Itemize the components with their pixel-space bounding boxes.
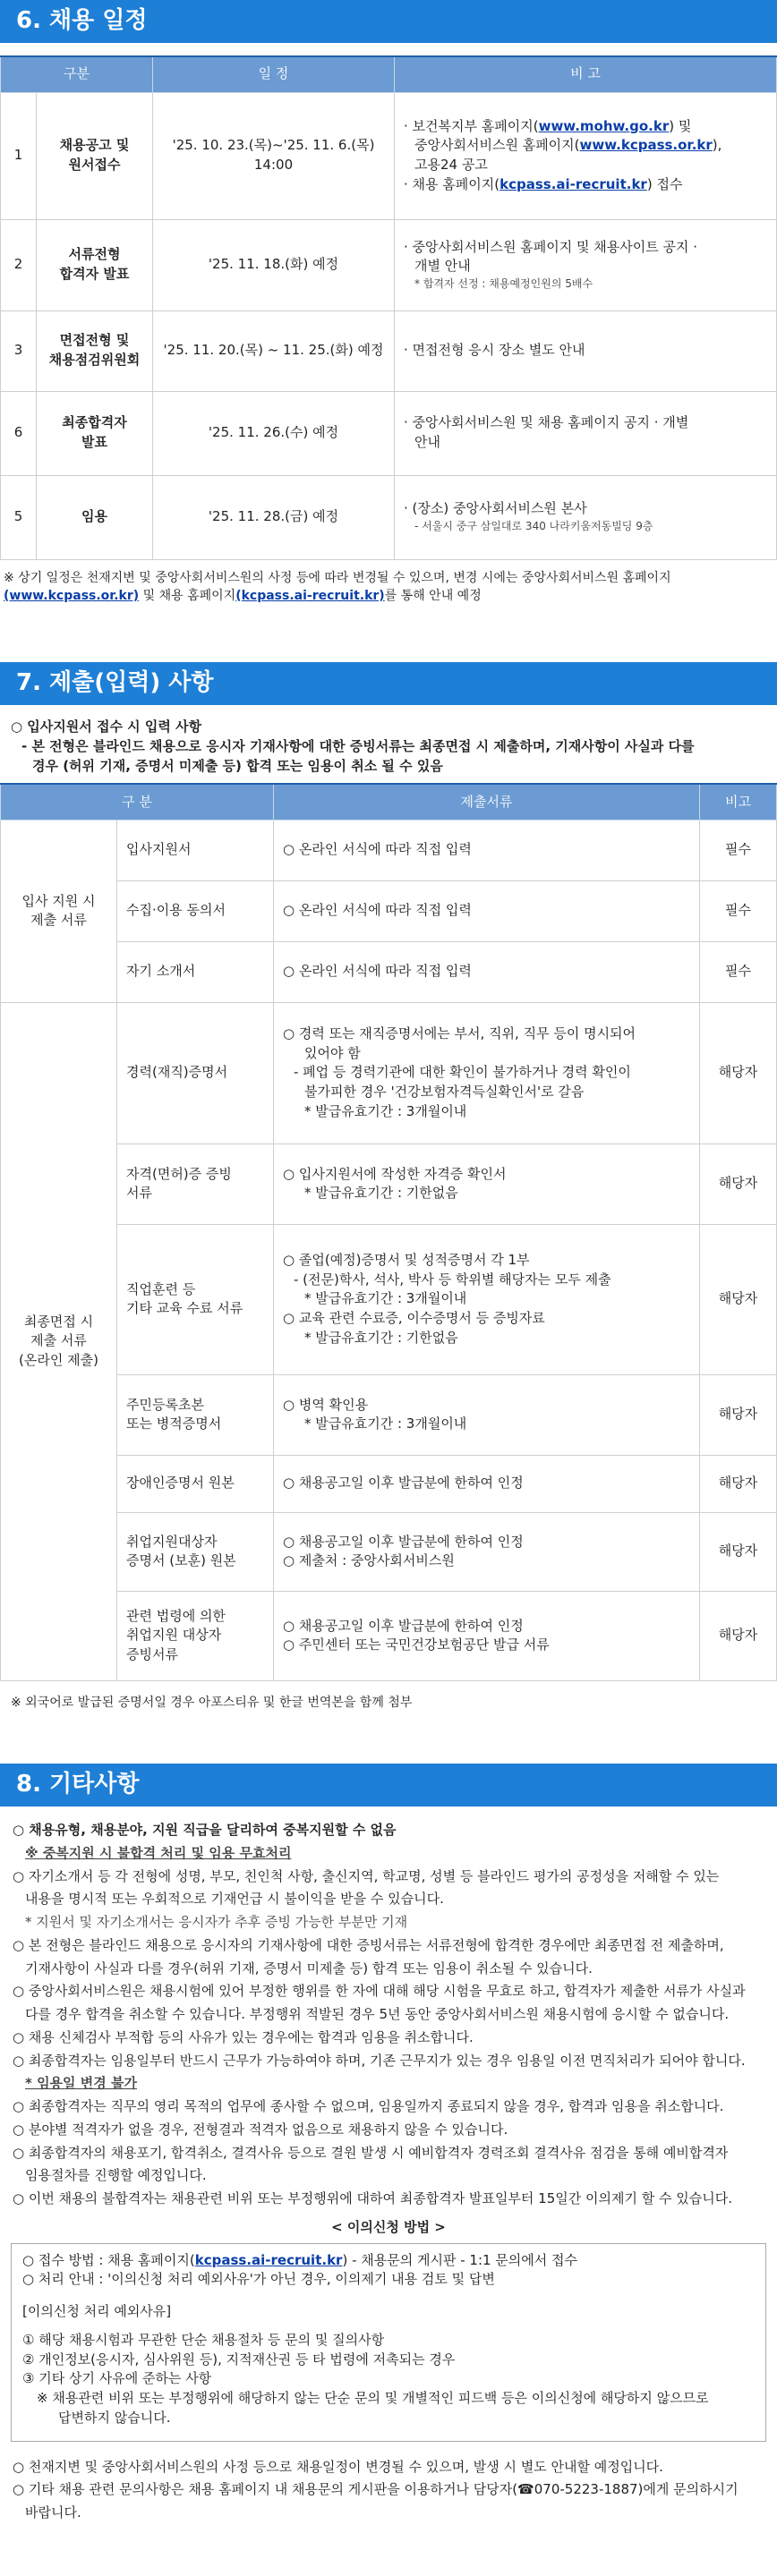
doc-name: 장애인증명서 원본 [117, 1455, 274, 1512]
schedule-header-date: 일 정 [153, 56, 395, 92]
row-item [37, 310, 153, 391]
doc-name [117, 1512, 274, 1591]
row-item-line: 면접전형 및 [59, 332, 130, 349]
note-paragraph: ○ 자기소개서 등 각 전형에 성명, 부모, 친인척 사항, 출신지역, 학교명, 성별 등 블라인드 평가의 공정성을 저해할 수 있는 [13, 1867, 720, 1884]
kcpass-footnote-link[interactable]: (www.kcpass.or.kr) [4, 588, 140, 603]
section-6-title: 6. 채용 일정 [16, 7, 148, 35]
doc-requirement: ○ 온라인 서식에 따라 직접 입력 [274, 941, 700, 1002]
intro-line: - 본 전형은 블라인드 채용으로 응시자 기재사항에 대한 증빙서류는 최종면접 시 제출하며, 기재사항이 사실과 다를 [21, 737, 695, 754]
submission-footnote: ※ 외국어로 발급된 증명서일 경우 아포스티유 및 한글 번역본을 함께 첨부 [11, 1695, 413, 1710]
box-text: ※ 채용관련 비위 또는 부정행위에 해당하지 않는 단순 문의 및 개별적인 피드백 등은 이의신청에 해당하지 않으므로 [37, 2390, 709, 2407]
note-paragraph: 내용을 명시적 또는 우회적으로 기재언급 시 불이익을 받을 수 있습니다. [25, 1891, 444, 1908]
group-label-line: 제출 서류 [30, 912, 87, 929]
row-date: '25. 11. 26.(수) 예정 [153, 391, 395, 475]
doc-name: 경력(재직)증명서 [117, 1002, 274, 1143]
note-text: 중앙사회서비스원 홈페이지( [414, 137, 580, 154]
doc-name: 자기 소개서 [117, 941, 274, 1002]
recruit-link[interactable]: kcpass.ai-recruit.kr [500, 175, 647, 192]
doc-name [117, 1374, 274, 1455]
note-text: · 채용 홈페이지( [404, 175, 500, 192]
row-item-line: 합격자 발표 [59, 266, 130, 282]
doc-note: 해당자 [700, 1591, 777, 1680]
doc-requirement [274, 1224, 700, 1374]
row-item-line: 원서접수 [68, 157, 121, 173]
note-paragraph: ○ 기타 채용 관련 문의사항은 채용 홈페이지 내 채용문의 게시판을 이용하거나 담당자(☎070-5223-1887)에게 문의하시기 [13, 2481, 739, 2498]
doc-line: * 발급유효기간 : 3개월이내 [304, 1416, 467, 1433]
row-item-line: 채용점검위원회 [48, 352, 141, 368]
row-date: '25. 10. 23.(목)~'25. 11. 6.(목) 14:00 [153, 92, 395, 219]
row-item [37, 475, 153, 559]
row-number: 1 [1, 92, 37, 219]
doc-line: ○ 채용공고일 이후 발급분에 한하여 인정 [283, 1617, 524, 1634]
note-paragraph: ○ 중앙사회서비스원은 채용시험에 있어 부정한 행위를 한 자에 대해 해당 시험을 무효로 하고, 합격자가 제출한 서류가 사실과 [13, 1983, 746, 2000]
table-row [1, 1224, 777, 1374]
doc-requirement [274, 1002, 700, 1143]
doc-name-line: 직업훈련 등 [126, 1280, 196, 1297]
row-item [37, 219, 153, 310]
doc-name [117, 1224, 274, 1374]
group-label-line: 입사 지원 시 [21, 892, 96, 909]
schedule-header-category: 구분 [1, 56, 153, 92]
intro-line: 경우 (허위 기재, 증명서 미제출 등) 합격 또는 임용이 취소 될 수 있음 [32, 757, 443, 774]
note-paragraph: ○ 천재지변 및 중앙사회서비스원의 사정 등으로 채용일정이 변경될 수 있으며, 발생 시 별도 안내할 예정입니다. [13, 2458, 663, 2475]
doc-line: 있어야 함 [304, 1044, 361, 1061]
doc-line: * 발급유효기간 : 기한없음 [304, 1185, 458, 1202]
submission-header-docs: 제출서류 [274, 784, 700, 820]
doc-name [117, 1591, 274, 1680]
doc-note: 필수 [700, 880, 777, 941]
table-row [1, 1374, 777, 1455]
doc-name-line: 자격(면허)증 증빙 [126, 1165, 232, 1182]
doc-line: * 발급유효기간 : 기한없음 [304, 1329, 458, 1346]
note-subline: * 임용일 변경 불가 [25, 2075, 137, 2092]
doc-line: ○ 제출처 : 중앙사회서비스원 [283, 1552, 455, 1569]
box-text: ② 개인정보(응시자, 심사위원 등), 지적재산권 등 타 법령에 저촉되는 경우 [22, 2351, 456, 2368]
row-number: 2 [1, 219, 37, 310]
doc-name-line: 서류 [126, 1185, 152, 1202]
note-text: 개별 안내 [414, 258, 471, 275]
schedule-header-row [1, 56, 777, 92]
table-row [1, 475, 777, 559]
note-text: 안내 [414, 434, 440, 450]
note-paragraph: ○ 채용 신체검사 부적합 등의 사유가 있는 경우에는 합격과 임용을 취소합니다. [13, 2028, 474, 2045]
schedule-footnote [0, 560, 777, 618]
note-subline: * 지원서 및 자기소개서는 응시자가 추후 증빙 가능한 부분만 기재 [25, 1914, 408, 1931]
table-row [1, 1591, 777, 1680]
row-notes [395, 310, 777, 391]
doc-note: 해당자 [700, 1374, 777, 1455]
note-text: · 면접전형 응시 장소 별도 안내 [404, 342, 585, 359]
note-text: - 서울시 중구 삼일대로 340 나라키움저동빌딩 9층 [414, 520, 653, 533]
doc-requirement [274, 1512, 700, 1591]
note-paragraph: 임용절차를 진행할 예정입니다. [25, 2167, 207, 2184]
row-date: '25. 11. 18.(화) 예정 [153, 219, 395, 310]
submission-table [0, 783, 777, 1681]
note-text: ) 접수 [646, 175, 683, 192]
box-text: ○ 처리 안내 : '이의신청 처리 예외사유'가 아닌 경우, 이의제기 내용 검토 및 답변 [22, 2271, 495, 2288]
table-row [1, 941, 777, 1002]
note-subline: ※ 중복지원 시 불합격 처리 및 임용 무효처리 [25, 1844, 292, 1861]
section-8-header [0, 1764, 777, 1807]
table-row [1, 880, 777, 941]
box-text: ) - 채용문의 게시판 - 1:1 문의에서 접수 [342, 2251, 578, 2268]
box-text: ① 해당 채용시험과 무관한 단순 채용절차 등 문의 및 질의사항 [22, 2331, 385, 2348]
section-7-header [0, 662, 777, 705]
note-text: 고용24 공고 [414, 157, 488, 173]
doc-name-line: 증명서 (보훈) 원본 [126, 1552, 236, 1569]
doc-requirement: ○ 온라인 서식에 따라 직접 입력 [274, 880, 700, 941]
note-paragraph: ○ 최종합격자는 직무의 영리 목적의 업무에 종사할 수 없으며, 임용일까지 종료되지 않을 경우, 합격과 임용을 취소합니다. [13, 2098, 724, 2115]
note-paragraph: ○ 본 전형은 블라인드 채용으로 응시자의 기재사항에 대한 증빙서류는 서류전형에 합격한 경우에만 최종면접 전 제출하며, [13, 1936, 724, 1953]
doc-line: ○ 교육 관련 수료증, 이수증명서 등 증빙자료 [283, 1310, 545, 1327]
note-text: · 중앙사회서비스원 홈페이지 및 채용사이트 공지 · [404, 238, 697, 255]
note-paragraph: 기재사항이 사실과 다를 경우(허위 기재, 증명서 미제출 등) 합격 또는 임용이 취소될 수 있습니다. [25, 1960, 593, 1977]
doc-name: 수집·이용 동의서 [117, 880, 274, 941]
table-row [1, 92, 777, 219]
table-row [1, 1002, 777, 1143]
recruit-box-link[interactable]: kcpass.ai-recruit.kr [194, 2251, 343, 2268]
group-label [1, 820, 117, 1002]
doc-note: 필수 [700, 941, 777, 1002]
submission-header-row [1, 784, 777, 820]
row-item-line: 발표 [81, 434, 107, 450]
doc-line: ○ 졸업(예정)증명서 및 성적증명서 각 1부 [283, 1251, 530, 1268]
note-text: ) 및 [669, 117, 692, 134]
group-label-line: (온라인 제출) [19, 1352, 98, 1369]
doc-line: ○ 주민센터 또는 국민건강보험공단 발급 서류 [283, 1637, 550, 1654]
doc-line: - (전문)학사, 석사, 박사 등 학위별 해당자는 모두 제출 [294, 1271, 611, 1288]
section-7-title: 7. 제출(입력) 사항 [16, 669, 214, 697]
row-notes [395, 475, 777, 559]
note-paragraph: 다를 경우 합격을 취소할 수 있습니다. 부정행위 적발된 경우 5년 동안 중앙사회서비스원 채용시험에 응시할 수 없습니다. [25, 2006, 730, 2023]
doc-name-line: 주민등록초본 [126, 1396, 204, 1413]
doc-note: 해당자 [700, 1455, 777, 1512]
doc-note: 해당자 [700, 1002, 777, 1143]
doc-name [117, 1143, 274, 1224]
row-item [37, 92, 153, 219]
row-number: 6 [1, 391, 37, 475]
row-item-line: 최종합격자 [62, 414, 127, 431]
note-paragraph: ○ 이번 채용의 불합격자는 채용관련 비위 또는 부정행위에 대하여 최종합격자 발표일부터 15일간 이의제기 할 수 있습니다. [13, 2190, 732, 2207]
table-row [1, 1512, 777, 1591]
doc-requirement: ○ 온라인 서식에 따라 직접 입력 [274, 820, 700, 880]
intro-heading: ○ 입사지원서 접수 시 입력 사항 [11, 718, 202, 735]
footnote-text: 및 채용 홈페이지 [139, 588, 236, 603]
note-text: · 보건복지부 홈페이지( [404, 117, 539, 134]
other-notes [0, 1807, 777, 2525]
note-paragraph: 바랍니다. [25, 2504, 81, 2521]
doc-line: ○ 병역 확인용 [283, 1396, 369, 1413]
note-text: ), [712, 137, 722, 154]
row-number: 5 [1, 475, 37, 559]
doc-name-line: 또는 병적증명서 [126, 1416, 222, 1433]
doc-note: 해당자 [700, 1143, 777, 1224]
note-paragraph: ○ 최종합격자는 임용일부터 반드시 근무가 가능하여야 하며, 기존 근무지가 있는 경우 임용일 이전 면직처리가 되어야 합니다. [13, 2052, 746, 2069]
row-notes [395, 219, 777, 310]
row-notes [395, 92, 777, 219]
schedule-table [0, 55, 777, 560]
doc-line: * 발급유효기간 : 3개월이내 [304, 1102, 467, 1119]
submission-header-category: 구 분 [1, 784, 274, 820]
objection-box-title: < 이의신청 방법 > [331, 2218, 446, 2235]
row-notes [395, 391, 777, 475]
submission-intro [0, 705, 777, 783]
row-item-line: 채용공고 및 [59, 137, 130, 154]
doc-line: 불가피한 경우 '건강보험자격득실확인서'로 갈음 [304, 1084, 585, 1101]
table-row [1, 820, 777, 880]
table-row [1, 1143, 777, 1224]
row-date: '25. 11. 20.(목) ~ 11. 25.(화) 예정 [153, 310, 395, 391]
row-item-line: 서류전형 [68, 246, 121, 263]
submission-header-note: 비고 [700, 784, 777, 820]
note-text: * 합격자 선정 : 채용예정인원의 5배수 [414, 277, 593, 291]
doc-line: ○ 채용공고일 이후 발급분에 한하여 인정 [283, 1533, 524, 1550]
doc-line: * 발급유효기간 : 3개월이내 [304, 1290, 467, 1307]
doc-line: ○ 경력 또는 재직증명서에는 부서, 직위, 직무 등이 명시되어 [283, 1024, 636, 1041]
recruit-footnote-link[interactable]: (kcpass.ai-recruit.kr) [235, 588, 385, 603]
table-row [1, 310, 777, 391]
doc-name-line: 취업지원대상자 [126, 1533, 218, 1550]
table-row [1, 391, 777, 475]
footnote-text: 를 통해 안내 예정 [384, 588, 482, 603]
doc-name: 입사지원서 [117, 820, 274, 880]
note-paragraph: ○ 채용유형, 채용분야, 지원 직급을 달리하여 중복지원할 수 없음 [13, 1822, 397, 1839]
note-paragraph: ○ 분야별 적격자가 없을 경우, 전형결과 적격자 없음으로 채용하지 않을 수 있습니다. [13, 2121, 508, 2138]
objection-box [11, 2243, 766, 2442]
kcpass-link[interactable]: www.kcpass.or.kr [579, 137, 713, 154]
box-text: ③ 기타 상기 사유에 준하는 사항 [22, 2370, 212, 2387]
row-number: 3 [1, 310, 37, 391]
row-item-line: 임용 [81, 508, 107, 525]
box-text: ○ 접수 방법 : 채용 홈페이지( [22, 2251, 195, 2268]
row-item [37, 391, 153, 475]
doc-requirement [274, 1143, 700, 1224]
note-paragraph: ○ 최종합격자의 채용포기, 합격취소, 결격사유 등으로 결원 발생 시 예비합격자 경력조회 결격사유 점검을 통해 예비합격자 [13, 2144, 729, 2161]
note-text: · (장소) 중앙사회서비스원 본사 [404, 500, 587, 517]
doc-name-line: 기타 교육 수료 서류 [126, 1300, 243, 1317]
doc-requirement: ○ 채용공고일 이후 발급분에 한하여 인정 [274, 1455, 700, 1512]
box-subheading: [이의신청 처리 예외사유] [22, 2303, 172, 2320]
doc-line: - 폐업 등 경력기관에 대한 확인이 불가하거나 경력 확인이 [294, 1064, 631, 1081]
group-label [1, 1002, 117, 1680]
doc-note: 필수 [700, 820, 777, 880]
footnote-text: ※ 상기 일정은 천재지변 및 중앙사회서비스원의 사정 등에 따라 변경될 수 있으며, 변경 시에는 중앙사회서비스원 홈페이지 [4, 570, 671, 585]
schedule-header-notes: 비 고 [395, 56, 777, 92]
table-row [1, 219, 777, 310]
section-6-header [0, 0, 777, 43]
table-row [1, 1455, 777, 1512]
row-date: '25. 11. 28.(금) 예정 [153, 475, 395, 559]
doc-requirement [274, 1591, 700, 1680]
group-label-line: 최종면접 시 [23, 1313, 94, 1330]
doc-name-line: 관련 법령에 의한 [126, 1607, 226, 1624]
doc-note: 해당자 [700, 1512, 777, 1591]
section-8-title: 8. 기타사항 [16, 1771, 140, 1798]
doc-name-line: 증빙서류 [126, 1646, 178, 1663]
doc-note: 해당자 [700, 1224, 777, 1374]
doc-line: ○ 입사지원서에 작성한 자격증 확인서 [283, 1165, 507, 1182]
doc-requirement [274, 1374, 700, 1455]
mohw-link[interactable]: www.mohw.go.kr [538, 117, 670, 134]
note-text: · 중앙사회서비스원 및 채용 홈페이지 공지 · 개별 [404, 414, 689, 431]
doc-name-line: 취업지원 대상자 [126, 1627, 222, 1644]
group-label-line: 제출 서류 [30, 1332, 87, 1349]
box-text: 답변하지 않습니다. [58, 2409, 171, 2426]
